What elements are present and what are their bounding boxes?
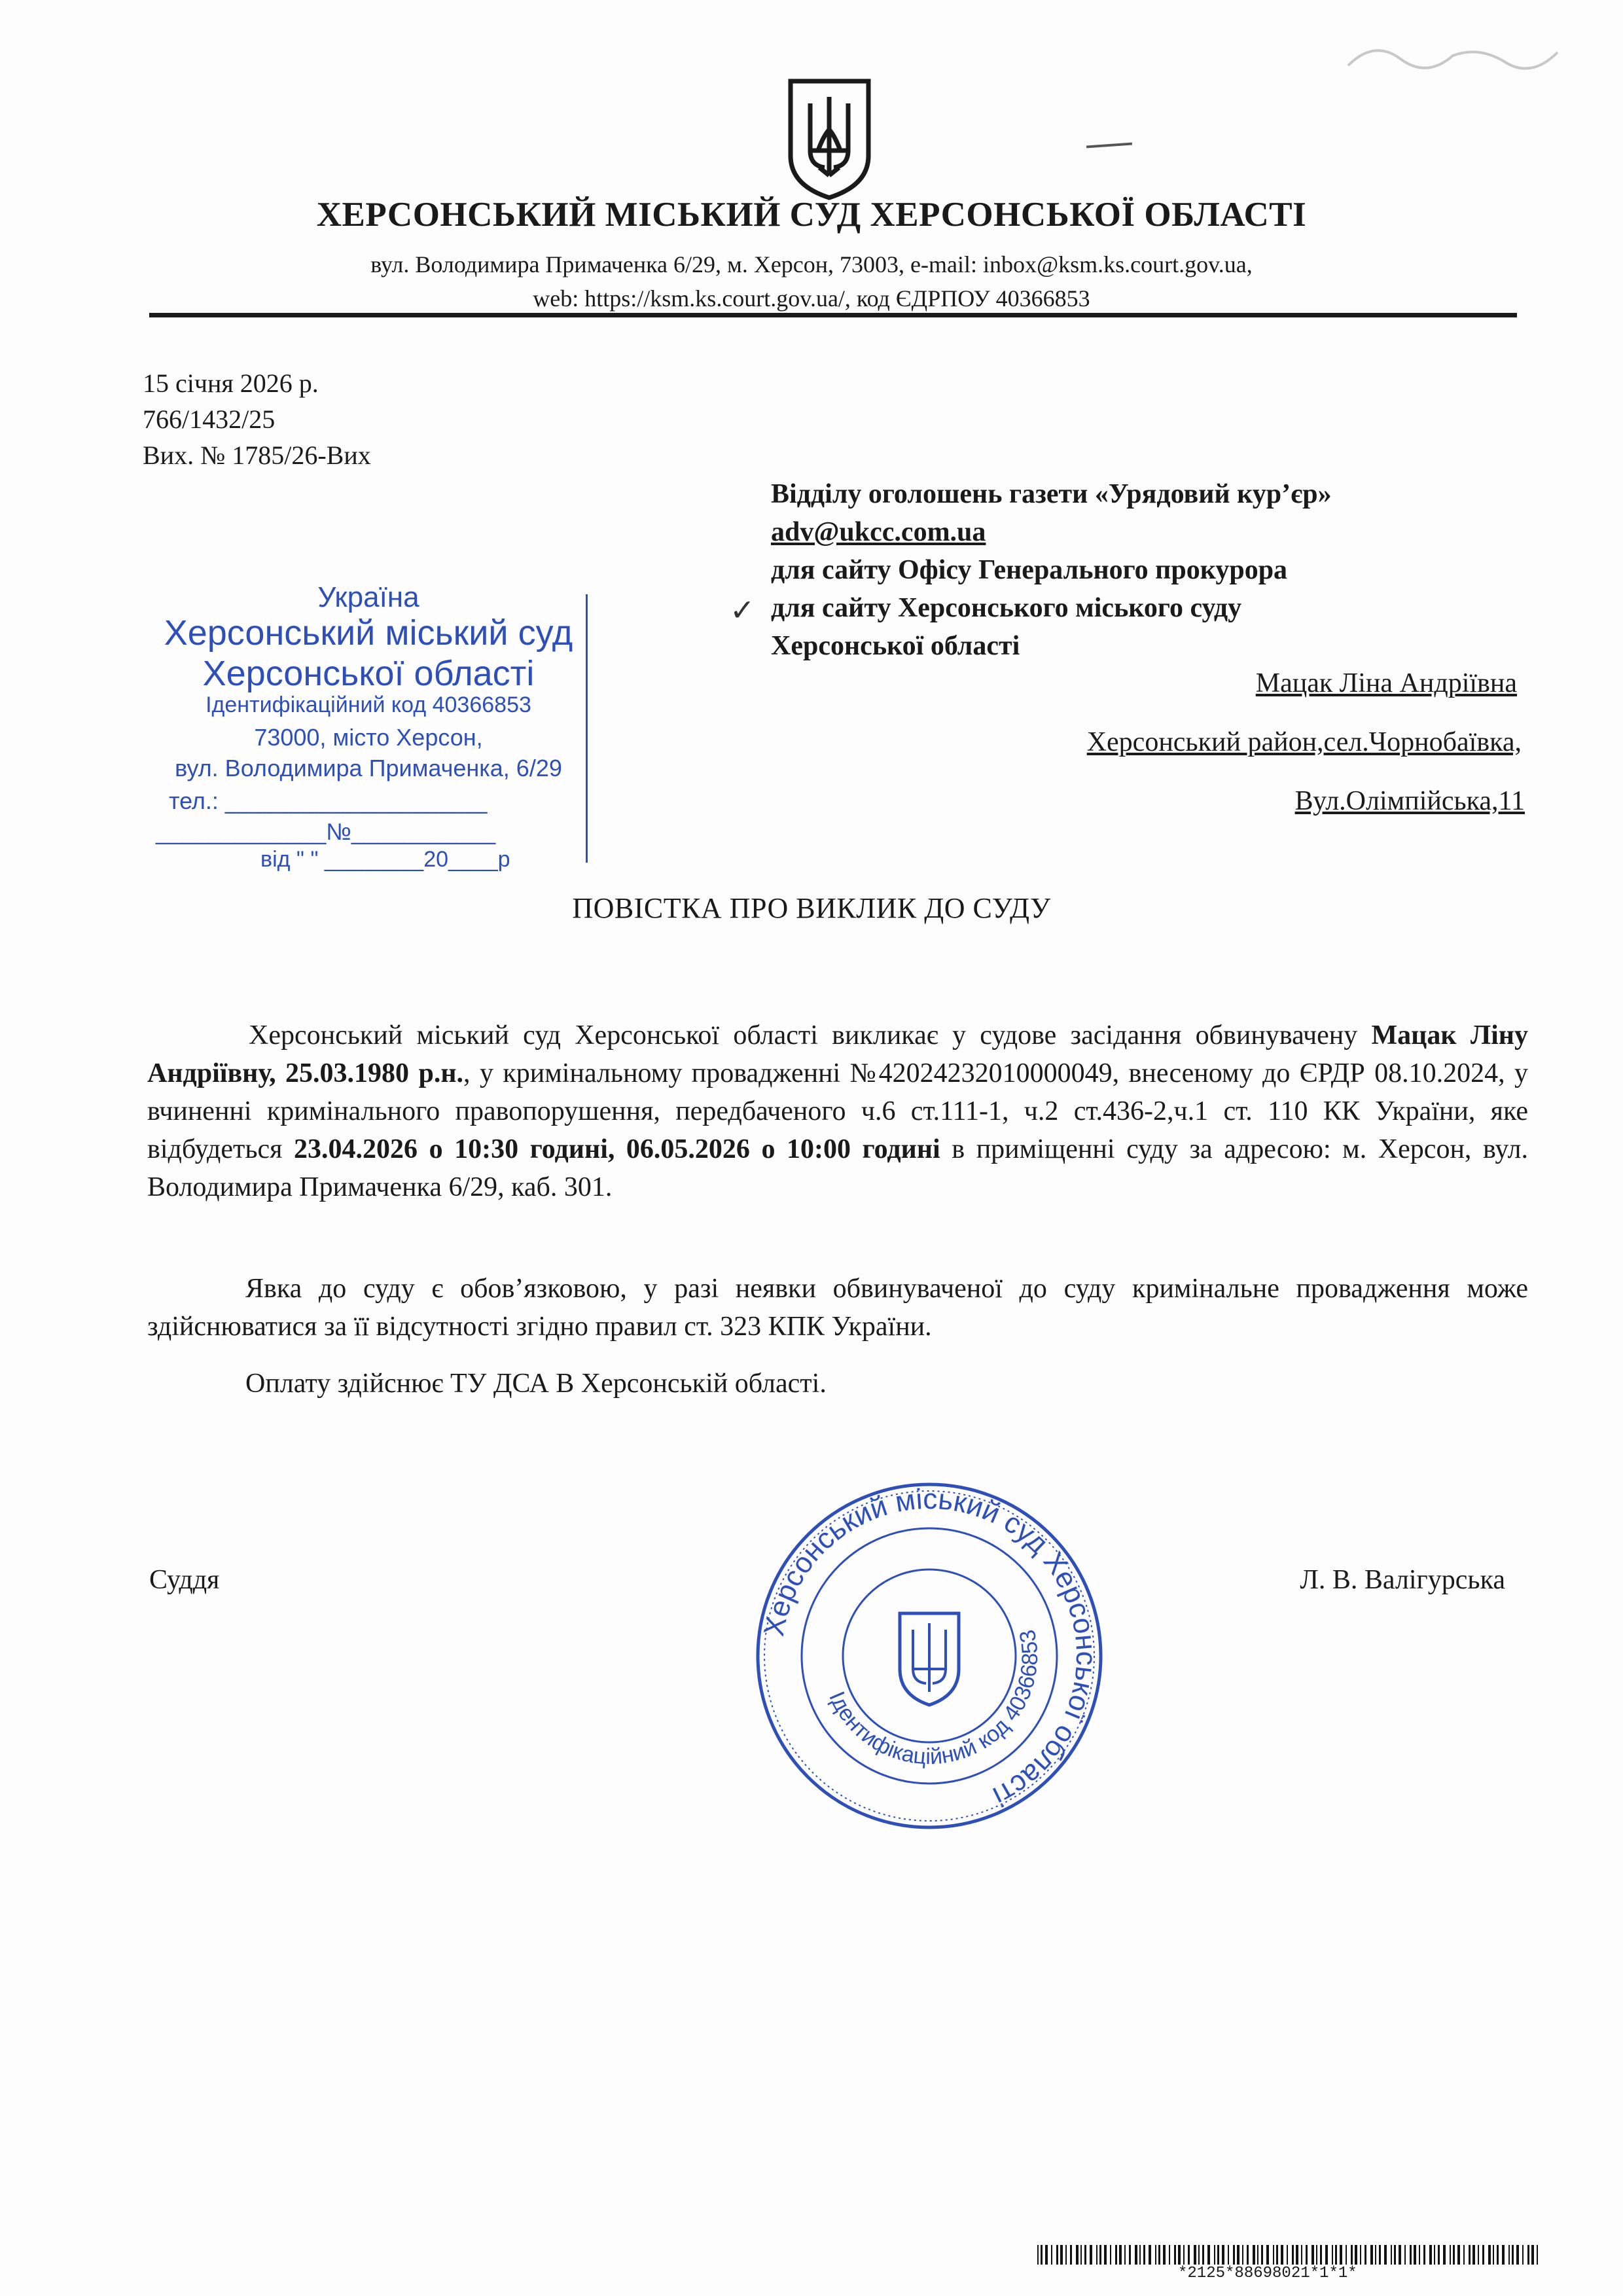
attendance-paragraph: Явка до суду є обов’язковою, у разі неявки обвинуваченої до суду кримінальне провадження може здійснюватися за її відсутності згідно правил ст. 323 КПК України. xyxy=(147,1274,1528,1342)
barcode-bar xyxy=(1527,2245,1529,2265)
barcode-bar xyxy=(1076,2245,1079,2265)
court-address-line1: вул. Володимира Примаченка 6/29, м. Херсон, 73003, e-mail: inbox@ksm.ks.court.gov.ua, xyxy=(370,251,1253,278)
barcode-bar xyxy=(1488,2245,1491,2265)
check-mark-icon: ✓ xyxy=(730,594,755,627)
barcode-bar xyxy=(1516,2245,1519,2265)
barcode-bar xyxy=(1296,2245,1298,2265)
court-address-line2: web: https://ksm.ks.court.gov.ua/, код ЄДРПОУ 40366853 xyxy=(533,285,1090,312)
svg-text:Ідентифікаційний код 40366853 xyxy=(824,1628,1043,1769)
barcode-bar xyxy=(1198,2245,1200,2265)
barcode-bar xyxy=(1104,2245,1107,2265)
barcode-bar xyxy=(1115,2245,1117,2265)
barcode-bar xyxy=(1391,2245,1392,2265)
barcode-bar xyxy=(1099,2245,1101,2265)
barcode-bar xyxy=(1158,2245,1160,2265)
stamp-line-date: від " " ________20____р xyxy=(260,847,510,872)
barcode-bar xyxy=(1463,2245,1465,2265)
barcode-bar xyxy=(1070,2245,1072,2265)
barcode-bar xyxy=(1497,2245,1499,2265)
barcode-bar xyxy=(1453,2245,1455,2265)
barcode-bar xyxy=(1469,2245,1471,2265)
barcode-bar xyxy=(1522,2245,1524,2265)
recipient-address-line1: Херсонський район,сел.Чорнобаївка, xyxy=(1086,727,1522,757)
barcode-bar xyxy=(1335,2245,1337,2265)
barcode-bar xyxy=(1370,2245,1373,2265)
seal-outer-text: Херсонський міський суд Херсонської області xyxy=(758,1482,1103,1813)
barcode-bar xyxy=(1041,2245,1043,2265)
barcode-bar xyxy=(1360,2245,1361,2265)
recipient-court-site: для сайту Херсонського міського суду xyxy=(771,593,1242,623)
recipient-prosecutor-site: для сайту Офісу Генерального прокурора xyxy=(771,555,1288,585)
barcode-bar xyxy=(1502,2245,1505,2265)
header-divider xyxy=(149,313,1517,317)
barcode-bar xyxy=(1096,2245,1097,2265)
barcode-bar xyxy=(1207,2245,1210,2265)
recipient-court-region: Херсонської області xyxy=(771,631,1020,661)
barcode-bar xyxy=(1080,2245,1082,2265)
barcode-bar xyxy=(1404,2245,1406,2265)
barcode-graphic xyxy=(1037,2245,1541,2265)
barcode-bar xyxy=(1301,2245,1302,2265)
barcode-bar xyxy=(1276,2245,1278,2265)
barcode-bar xyxy=(1045,2245,1048,2265)
barcode-text: *2125*88698021*1*1* xyxy=(1178,2265,1357,2282)
document-date: 15 січня 2026 р. xyxy=(143,368,319,398)
barcode-bar xyxy=(1482,2245,1484,2265)
recipient-newspaper: Відділу оголошень газети «Урядовий кур’єр» xyxy=(771,479,1332,509)
barcode-bar xyxy=(1434,2245,1435,2265)
barcode-bar xyxy=(1214,2245,1215,2265)
recipient-person: Мацак Ліна Андріївна xyxy=(1255,668,1517,698)
summons-text-c: , у кримінальному провадженні №42024232010000049, внесеному до ЄРДР 08.10.2024, у вчиненні кримінального правопорушення, передбаченого ч.6 ст.111-1, ч.2 ст.436-2,ч.1 ст. 110 КК України, яке відбудеться xyxy=(147,1058,1528,1164)
recipients-block xyxy=(771,475,1332,665)
barcode-bar xyxy=(1394,2245,1396,2265)
barcode-bar xyxy=(1364,2245,1366,2265)
barcode-bar xyxy=(1508,2245,1510,2265)
barcode-bar xyxy=(1178,2245,1181,2265)
barcode-bar xyxy=(1306,2245,1308,2265)
barcode-bar xyxy=(1478,2245,1479,2265)
summons-text-a: Херсонський міський суд Херсонської області викликає у судове засідання обвинувачену xyxy=(249,1020,1372,1050)
barcode-bar xyxy=(1429,2245,1432,2265)
barcode-bar xyxy=(1129,2245,1131,2265)
stamp-line-code: Ідентифікаційний код 40366853 xyxy=(205,692,531,717)
case-number: 766/1432/25 xyxy=(143,404,276,434)
barcode-bar xyxy=(1316,2245,1317,2265)
barcode-bar xyxy=(1512,2245,1514,2265)
barcode-bar xyxy=(1174,2245,1176,2265)
barcode-bar xyxy=(1266,2245,1269,2265)
barcode-bar xyxy=(1531,2245,1534,2265)
stamp-line-country: Україна xyxy=(317,581,419,613)
barcode-bar xyxy=(1188,2245,1190,2265)
barcode-bar xyxy=(1399,2245,1401,2265)
document-meta xyxy=(143,365,371,473)
document-title: ПОВІСТКА ПРО ВИКЛИК ДО СУДУ xyxy=(572,892,1051,924)
stamp-line-court: Херсонський міський суд xyxy=(164,613,573,653)
stamp-line-street: вул. Володимира Примаченка, 6/29 xyxy=(175,755,562,781)
barcode-bar xyxy=(1355,2245,1357,2265)
barcode-bar xyxy=(1119,2245,1122,2265)
barcode-bar xyxy=(1222,2245,1224,2265)
judge-name: Л. В. Валігурська xyxy=(1300,1565,1505,1595)
recipient-address-line2: Вул.Олімпійська,11 xyxy=(1294,786,1525,816)
barcode-bar xyxy=(1124,2245,1126,2265)
barcode-bar xyxy=(1261,2245,1263,2265)
court-rectangular-stamp xyxy=(143,581,594,872)
barcode-bar xyxy=(1233,2245,1235,2265)
barcode-bar xyxy=(1149,2245,1151,2265)
seal-inner-text: Ідентифікаційний код 40366853 xyxy=(824,1627,1043,1770)
barcode-bar xyxy=(1169,2245,1170,2265)
barcode-bar xyxy=(1379,2245,1381,2265)
judge-label: Суддя xyxy=(149,1565,220,1595)
barcode-bar xyxy=(1320,2245,1322,2265)
stamp-line-phone: тел.: ____________________ xyxy=(169,787,488,814)
stamp-border xyxy=(586,594,588,863)
barcode-bar xyxy=(1419,2245,1420,2265)
barcode-bar xyxy=(1423,2245,1425,2265)
barcode-bar xyxy=(1217,2245,1219,2265)
payment-paragraph: Оплату здійснює ТУ ДСА В Херсонській області. xyxy=(245,1369,827,1399)
court-round-seal xyxy=(746,1473,1113,1839)
barcode-bar xyxy=(1273,2245,1274,2265)
barcode-bar xyxy=(1065,2245,1067,2265)
barcode-bar xyxy=(1228,2245,1229,2265)
barcode-bar xyxy=(1110,2245,1111,2265)
barcode-bar xyxy=(1384,2245,1387,2265)
barcode-bar xyxy=(1139,2245,1141,2265)
barcode-bar xyxy=(1457,2245,1460,2265)
barcode-bar xyxy=(1472,2245,1475,2265)
scan-mark xyxy=(1086,143,1132,149)
barcode-bar xyxy=(1311,2245,1314,2265)
barcode-bar xyxy=(1037,2245,1039,2265)
barcode-bar xyxy=(1237,2245,1240,2265)
barcode-bar xyxy=(1537,2245,1538,2265)
barcode-bar xyxy=(1183,2245,1185,2265)
summons-paragraph xyxy=(147,1016,1528,1206)
barcode-bar xyxy=(1332,2245,1333,2265)
barcode-bar xyxy=(1281,2245,1283,2265)
barcode-bar xyxy=(1253,2245,1255,2265)
barcode-bar xyxy=(1202,2245,1204,2265)
barcode-bar xyxy=(1414,2245,1416,2265)
summons-text-e: в приміщенні суду за адресою: м. Херсон, вул. Володимира Примаченка 6/29, каб. 301. xyxy=(147,1134,1528,1202)
barcode-bar xyxy=(1242,2245,1243,2265)
barcode-bar xyxy=(1493,2245,1494,2265)
barcode-bar xyxy=(1340,2245,1342,2265)
barcode-bar xyxy=(1060,2245,1063,2265)
barcode-bar xyxy=(1163,2245,1166,2265)
barcode-bar xyxy=(1051,2245,1052,2265)
barcode-bar xyxy=(1410,2245,1412,2265)
barcode-bar xyxy=(1438,2245,1440,2265)
barcode-bar xyxy=(1135,2245,1137,2265)
barcode-bar xyxy=(1325,2245,1328,2265)
barcode-bar xyxy=(1143,2245,1145,2265)
court-address xyxy=(0,247,1623,315)
barcode-bar xyxy=(1443,2245,1446,2265)
stamp-line-region: Херсонської області xyxy=(202,654,535,693)
barcode-bar xyxy=(1090,2245,1092,2265)
court-name-heading: ХЕРСОНСЬКИЙ МІСЬКИЙ СУД ХЕРСОНСЬКОЇ ОБЛАСТІ xyxy=(316,196,1307,234)
outgoing-number: Вих. № 1785/26-Вих xyxy=(143,440,371,470)
barcode-bar xyxy=(1056,2245,1058,2265)
defendant-name: Мацак Ліну Андріївну, 25.03.1980 р.н. xyxy=(147,1020,1528,1088)
barcode-bar xyxy=(1287,2245,1288,2265)
barcode-bar xyxy=(1257,2245,1258,2265)
barcode-bar xyxy=(1450,2245,1451,2265)
barcode-bar xyxy=(1351,2245,1353,2265)
stamp-line-number: _____________№___________ xyxy=(156,818,496,845)
barcode-bar xyxy=(1375,2245,1376,2265)
barcode-bar xyxy=(1155,2245,1156,2265)
barcode-bar xyxy=(1084,2245,1086,2265)
barcode-bar xyxy=(1194,2245,1196,2265)
coat-of-arms-icon xyxy=(785,77,874,202)
barcode-bar xyxy=(1292,2245,1294,2265)
barcode-bar xyxy=(1247,2245,1249,2265)
barcode-bar xyxy=(1346,2245,1347,2265)
stamp-line-city: 73000, місто Херсон, xyxy=(254,724,483,751)
recipient-email-link[interactable]: adv@ukcc.com.ua xyxy=(771,517,986,547)
handwritten-scribble xyxy=(1335,26,1584,85)
hearing-dates: 23.04.2026 о 10:30 годині, 06.05.2026 о 10:00 годині xyxy=(294,1134,940,1164)
